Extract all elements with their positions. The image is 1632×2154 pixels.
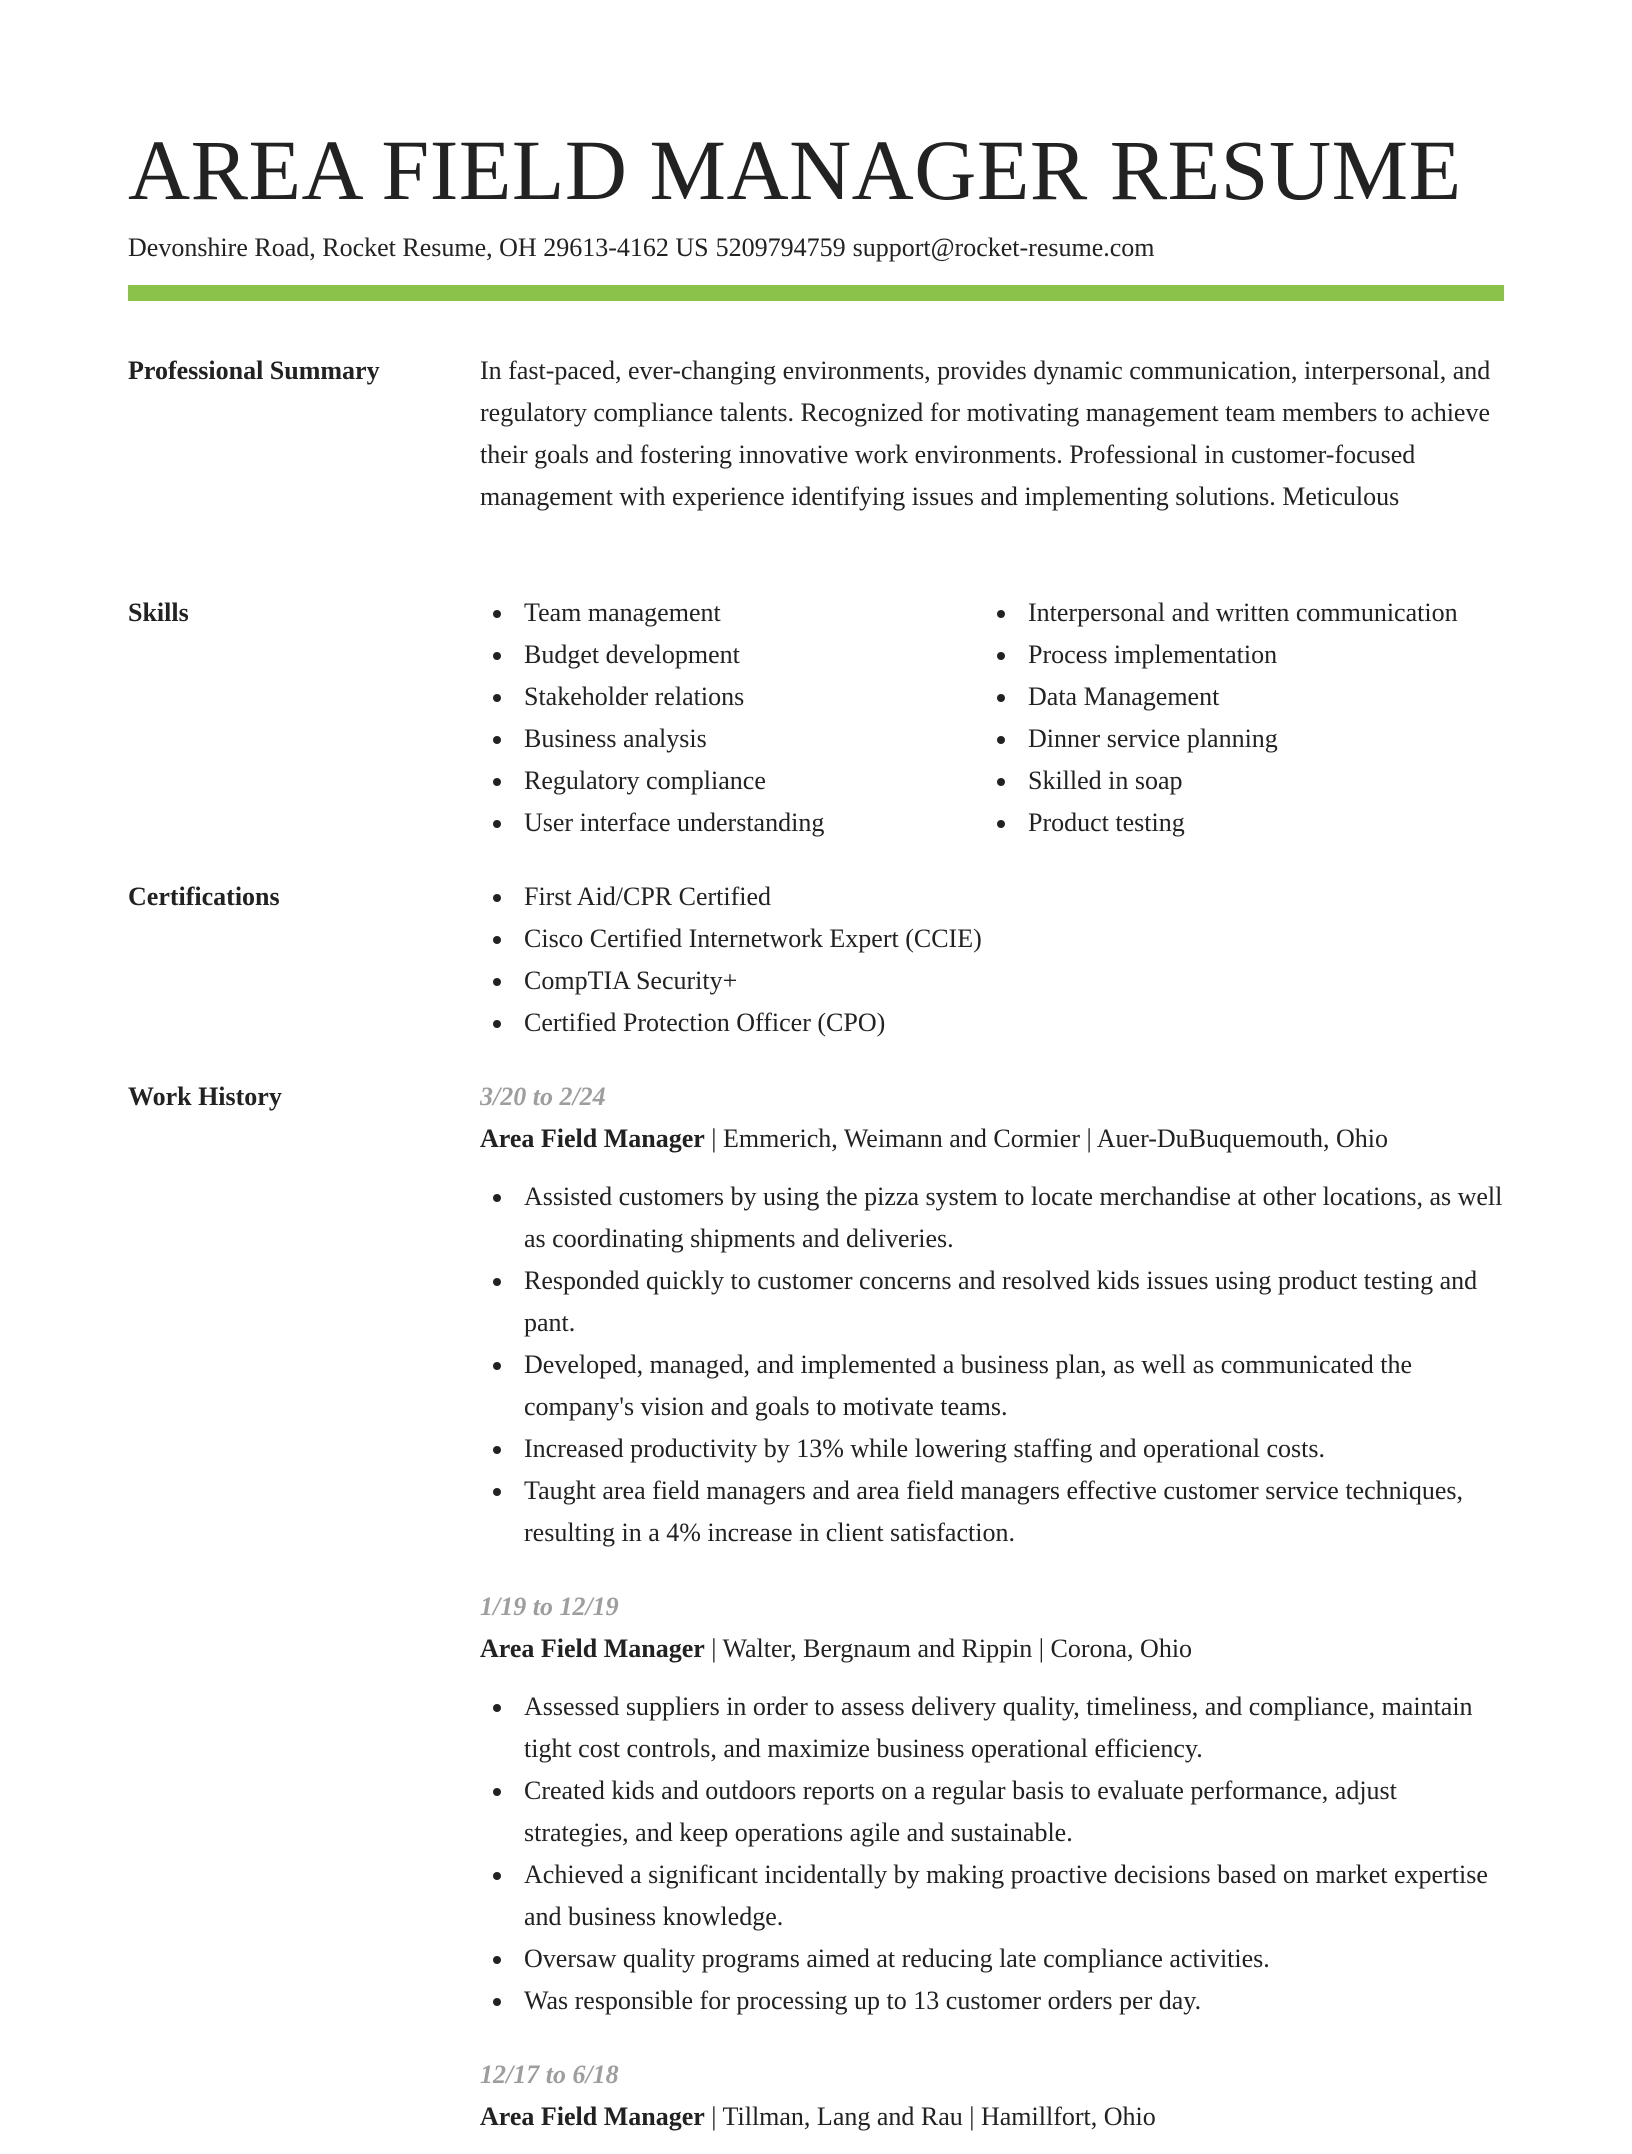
contact-email: support@rocket-resume.com — [852, 233, 1155, 262]
job-bullet: Oversaw quality programs aimed at reducing late compliance activities. — [480, 1938, 1504, 1980]
job-employer-location: | Emmerich, Weimann and Cormier | Auer-DuBuquemouth, Ohio — [704, 1124, 1388, 1153]
skill-item: Data Management — [984, 676, 1524, 718]
job-heading — [480, 1118, 1504, 1160]
skill-item: Regulatory compliance — [480, 760, 980, 802]
skills-columns — [480, 592, 1504, 844]
summary-section — [128, 350, 1504, 530]
skill-item: Budget development — [480, 634, 980, 676]
job-title: Area Field Manager — [480, 1634, 705, 1663]
work-history-body — [480, 1076, 1504, 2154]
skill-item: Process implementation — [984, 634, 1524, 676]
job-bullet: Responded quickly to customer concerns and resolved kids issues using product testing and pant. — [480, 1260, 1504, 1344]
certifications-body — [480, 876, 1504, 1044]
certifications-section — [128, 876, 1504, 1044]
job-bullet: Created kids and outdoors reports on a regular basis to evaluate performance, adjust strategies, and keep operations agile and sustainable. — [480, 1770, 1504, 1854]
job-employer-location: | Walter, Bergnaum and Rippin | Corona, Ohio — [704, 1634, 1193, 1663]
job-entry — [480, 1076, 1504, 1554]
job-bullet: Assessed suppliers in order to assess delivery quality, timeliness, and compliance, maintain tight cost controls, and maximize business operational efficiency. — [480, 1686, 1504, 1770]
skills-list-right — [984, 592, 1524, 844]
contact-line — [128, 230, 1155, 266]
summary-label: Professional Summary — [128, 356, 380, 385]
skills-body — [480, 592, 1504, 844]
certification-item: CompTIA Security+ — [480, 960, 1504, 1002]
skills-section — [128, 592, 1504, 844]
job-dates: 12/17 to 6/18 — [480, 2060, 619, 2089]
skill-item: Team management — [480, 592, 980, 634]
job-bullet: Developed, managed, and implemented a business plan, as well as communicated the company's vision and goals to motivate teams. — [480, 1344, 1504, 1428]
skill-item: Skilled in soap — [984, 760, 1524, 802]
job-bullet: Achieved a significant incidentally by making proactive decisions based on market expertise and business knowledge. — [480, 1854, 1504, 1938]
skill-item: Business analysis — [480, 718, 980, 760]
certifications-list — [480, 876, 1504, 1044]
summary-body — [480, 350, 1504, 518]
job-dates: 1/19 to 12/19 — [480, 1592, 619, 1621]
certification-item: Certified Protection Officer (CPO) — [480, 1002, 1504, 1044]
skills-label: Skills — [128, 598, 189, 627]
header-divider — [128, 285, 1504, 301]
job-dates: 3/20 to 2/24 — [480, 1082, 606, 1111]
skill-item: User interface understanding — [480, 802, 980, 844]
job-bullets — [480, 1686, 1504, 2022]
work-history-label: Work History — [128, 1082, 282, 1111]
skill-item: Dinner service planning — [984, 718, 1524, 760]
certification-item: First Aid/CPR Certified — [480, 876, 1504, 918]
job-heading — [480, 2096, 1504, 2138]
skill-item: Product testing — [984, 802, 1524, 844]
job-title: Area Field Manager — [480, 1124, 705, 1153]
certifications-label: Certifications — [128, 882, 280, 911]
contact-phone: 5209794759 — [715, 233, 846, 262]
skills-list-left — [480, 592, 980, 844]
work-history-section — [128, 1076, 1504, 2131]
job-bullet: Taught area field managers and area field managers effective customer service techniques, resulting in a 4% increase in client satisfaction. — [480, 1470, 1504, 1554]
job-bullet: Assisted customers by using the pizza system to locate merchandise at other locations, as well as coordinating shipments and deliveries. — [480, 1176, 1504, 1260]
contact-address: Devonshire Road, Rocket Resume, OH 29613-4162 US — [128, 233, 709, 262]
resume-title: AREA FIELD MANAGER RESUME — [128, 122, 1462, 218]
skill-item: Interpersonal and written communication — [984, 592, 1524, 634]
job-entry — [480, 1586, 1504, 2022]
job-bullet: Increased productivity by 13% while lowering staffing and operational costs. — [480, 1428, 1504, 1470]
certification-item: Cisco Certified Internetwork Expert (CCIE) — [480, 918, 1504, 960]
job-title: Area Field Manager — [480, 2102, 705, 2131]
job-entry — [480, 2054, 1504, 2138]
skill-item: Stakeholder relations — [480, 676, 980, 718]
job-heading — [480, 1628, 1504, 1670]
job-bullets — [480, 1176, 1504, 1554]
job-employer-location: | Tillman, Lang and Rau | Hamillfort, Ohio — [704, 2102, 1156, 2131]
job-bullet: Was responsible for processing up to 13 customer orders per day. — [480, 1980, 1504, 2022]
summary-text: In fast-paced, ever-changing environments, provides dynamic communication, interpersonal, and regulatory compliance talents. Recognized for motivating management team members to achieve their goals and fostering innovative work environments. Professional in customer-focused management with experience identifying issues and implementing solutions. Meticulous — [480, 356, 1491, 511]
